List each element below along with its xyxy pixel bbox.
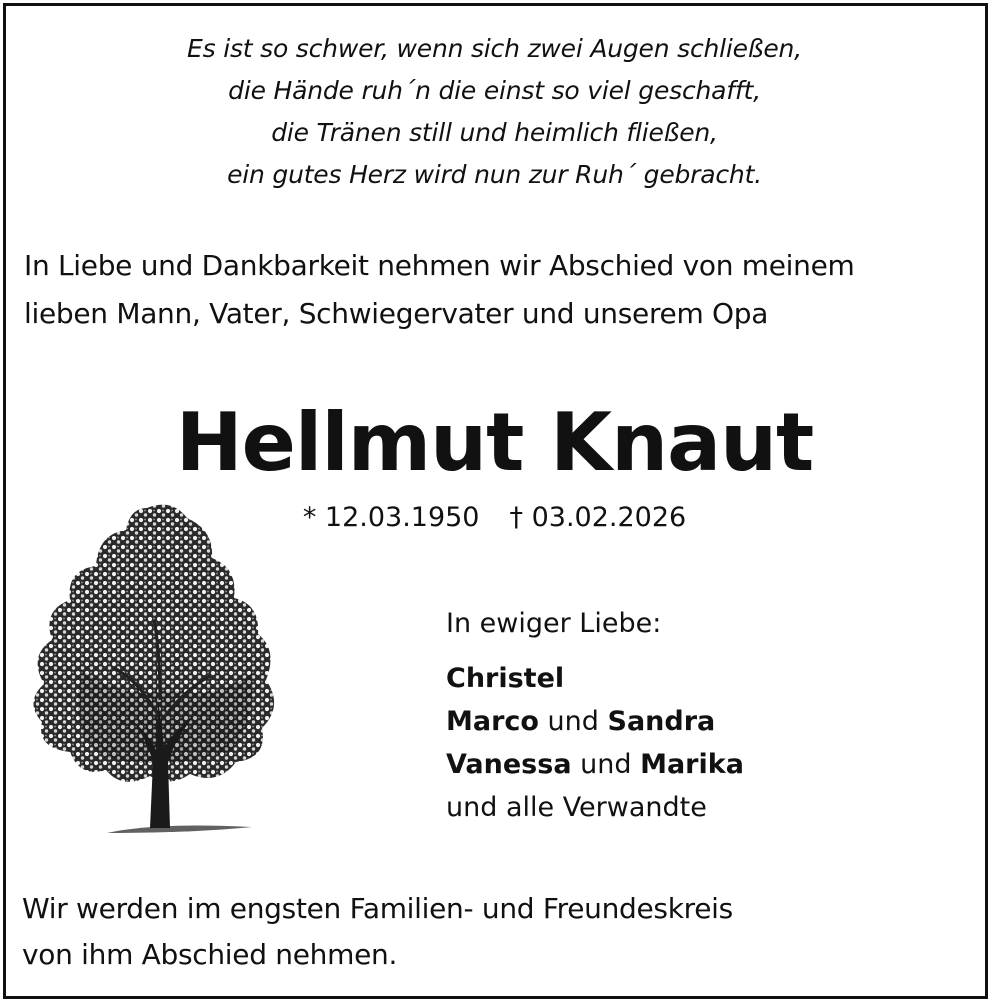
family-member: Sandra xyxy=(607,706,716,737)
death-date: † 03.02.2026 xyxy=(509,502,687,533)
family-member: Marika xyxy=(640,749,744,780)
closing-line-2: von ihm Abschied nehmen. xyxy=(22,938,398,971)
family-lead: In ewiger Liebe: xyxy=(446,608,662,639)
deceased-name: Hellmut Knaut xyxy=(175,396,814,489)
family-line-2 xyxy=(446,700,966,743)
intro-line-2: lieben Mann, Vater, Schwiegervater und unserem Opa xyxy=(24,297,769,330)
poem xyxy=(0,28,989,196)
family-connector: und xyxy=(538,706,608,737)
birth-date: * 12.03.1950 xyxy=(302,502,480,533)
family-line-1 xyxy=(446,657,966,700)
closing-text xyxy=(22,886,972,978)
family-member: Marco xyxy=(446,706,539,737)
family-member: Vanessa xyxy=(446,749,572,780)
family-member: Christel xyxy=(446,663,565,694)
family-block xyxy=(446,602,966,829)
family-line-4: und alle Verwandte xyxy=(446,792,707,823)
poem-line-3: die Tränen still und heimlich fließen, xyxy=(271,118,718,147)
intro-text xyxy=(24,242,974,338)
intro-line-1: In Liebe und Dankbarkeit nehmen wir Abschied von meinem xyxy=(24,249,855,282)
poem-line-4: ein gutes Herz wird nun zur Ruh´ gebracht. xyxy=(227,160,762,189)
family-line-3 xyxy=(446,743,966,786)
closing-line-1: Wir werden im engsten Familien- und Freundeskreis xyxy=(22,892,733,925)
poem-line-1: Es ist so schwer, wenn sich zwei Augen schließen, xyxy=(187,34,802,63)
poem-line-2: die Hände ruh´n die einst so viel geschafft, xyxy=(228,76,761,105)
tree-icon xyxy=(22,500,292,845)
family-connector: und xyxy=(571,749,641,780)
